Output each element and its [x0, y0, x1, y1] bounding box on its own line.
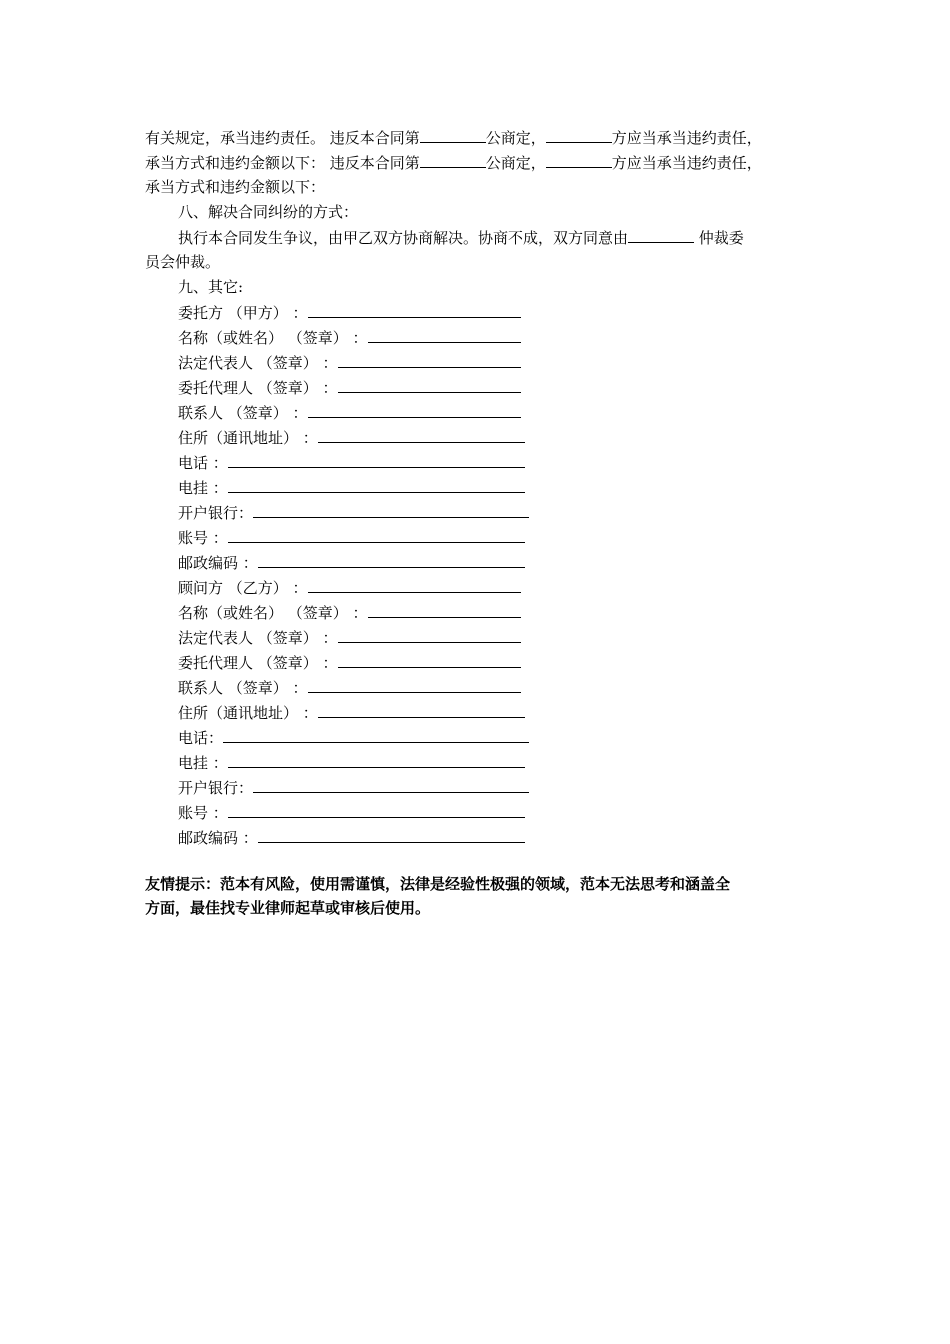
field-label: 邮政编码 ：	[178, 554, 258, 572]
field-blank-line[interactable]	[228, 752, 525, 768]
field-label: 顾问方 （乙方） ：	[178, 579, 308, 597]
signature-field-row	[178, 552, 525, 572]
field-blank-line[interactable]	[223, 727, 529, 743]
field-blank-line[interactable]	[338, 377, 521, 393]
clause-text: 公商定，	[485, 154, 546, 172]
signature-field-row	[178, 752, 525, 772]
field-blank-line[interactable]	[253, 502, 529, 518]
field-label: 电话：	[178, 729, 224, 747]
clause-text: 执行本合同发生争议，由甲乙双方协商解决。协商不成，双方同意由	[178, 229, 629, 247]
field-blank-line[interactable]	[308, 402, 521, 418]
field-label: 账号 ：	[178, 529, 228, 547]
field-label: 委托代理人 （签章） ：	[178, 654, 338, 672]
friendly-tip	[145, 872, 825, 920]
signature-field-row	[178, 327, 521, 347]
field-blank-line[interactable]	[258, 827, 525, 843]
signature-field-row	[178, 702, 525, 722]
signature-field-row	[178, 302, 521, 322]
signature-field-row	[178, 477, 525, 497]
signature-field-row	[178, 452, 525, 472]
field-label: 电挂 ：	[178, 479, 228, 497]
clause-line-1	[145, 127, 762, 147]
field-blank-line[interactable]	[318, 427, 525, 443]
field-label: 邮政编码 ：	[178, 829, 258, 847]
field-blank-line[interactable]	[228, 452, 525, 468]
field-blank-line[interactable]	[338, 627, 521, 643]
field-blank-line[interactable]	[338, 352, 521, 368]
fill-blank	[546, 127, 612, 143]
field-label: 电挂 ：	[178, 754, 228, 772]
field-label: 法定代表人 （签章） ：	[178, 629, 338, 647]
section-eight-body	[178, 227, 744, 247]
field-label: 法定代表人 （签章） ：	[178, 354, 338, 372]
field-label: 账号 ：	[178, 804, 228, 822]
field-blank-line[interactable]	[258, 552, 525, 568]
clause-text: 方应当承当违约责任，	[611, 129, 762, 147]
field-blank-line[interactable]	[228, 477, 525, 493]
clause-line-2	[145, 152, 762, 172]
clause-text: 有关规定，承当违约责任。 违反本合同第	[145, 129, 420, 147]
field-blank-line[interactable]	[308, 577, 521, 593]
field-blank-line[interactable]	[308, 302, 521, 318]
signature-field-row	[178, 677, 521, 697]
field-blank-line[interactable]	[308, 677, 521, 693]
tip-line: 方面，最佳找专业律师起草或审核后使用。	[145, 899, 431, 917]
field-blank-line[interactable]	[228, 802, 525, 818]
clause-text: 方应当承当违约责任，	[611, 154, 762, 172]
signature-field-row	[178, 502, 529, 522]
field-blank-line[interactable]	[253, 777, 529, 793]
field-label: 委托代理人 （签章） ：	[178, 379, 338, 397]
clause-text: 公商定，	[485, 129, 546, 147]
field-label: 开户银行：	[178, 779, 254, 797]
field-blank-line[interactable]	[368, 602, 521, 618]
field-label: 电话 ：	[178, 454, 228, 472]
signature-field-row	[178, 627, 521, 647]
clause-text: 仲裁委	[694, 229, 744, 247]
field-label: 名称（或姓名） （签章） ：	[178, 604, 368, 622]
clause-line-3: 承当方式和违约金额以下：	[145, 178, 326, 196]
clause-text: 承当方式和违约金额以下： 违反本合同第	[145, 154, 420, 172]
tip-line: 友情提示：范本有风险，使用需谨慎，法律是经验性极强的领域，范本无法思考和涵盖全	[145, 875, 731, 893]
fill-blank	[420, 152, 486, 168]
field-label: 名称（或姓名） （签章） ：	[178, 329, 368, 347]
field-label: 委托方 （甲方） ：	[178, 304, 308, 322]
signature-field-row	[178, 777, 529, 797]
signature-field-row	[178, 527, 525, 547]
signature-field-row	[178, 402, 521, 422]
field-blank-line[interactable]	[228, 527, 525, 543]
field-blank-line[interactable]	[318, 702, 525, 718]
signature-field-row	[178, 827, 525, 847]
field-label: 联系人 （签章） ：	[178, 679, 308, 697]
fill-blank	[628, 227, 694, 243]
section-eight-heading: 八、解决合同纠纷的方式：	[178, 203, 359, 221]
signature-field-row	[178, 652, 521, 672]
field-label: 开户银行：	[178, 504, 254, 522]
field-label: 住所（通讯地址） ：	[178, 704, 318, 722]
signature-field-row	[178, 802, 525, 822]
signature-field-row	[178, 377, 521, 397]
signature-field-row	[178, 427, 525, 447]
signature-field-row	[178, 577, 521, 597]
fill-blank	[420, 127, 486, 143]
field-label: 住所（通讯地址） ：	[178, 429, 318, 447]
signature-field-row	[178, 602, 521, 622]
signature-field-row	[178, 352, 521, 372]
fill-blank	[546, 152, 612, 168]
section-eight-body-line2: 员会仲裁。	[145, 253, 221, 271]
section-nine-heading: 九、其它:	[178, 278, 244, 296]
field-blank-line[interactable]	[338, 652, 521, 668]
field-label: 联系人 （签章） ：	[178, 404, 308, 422]
field-blank-line[interactable]	[368, 327, 521, 343]
signature-field-row	[178, 727, 529, 747]
